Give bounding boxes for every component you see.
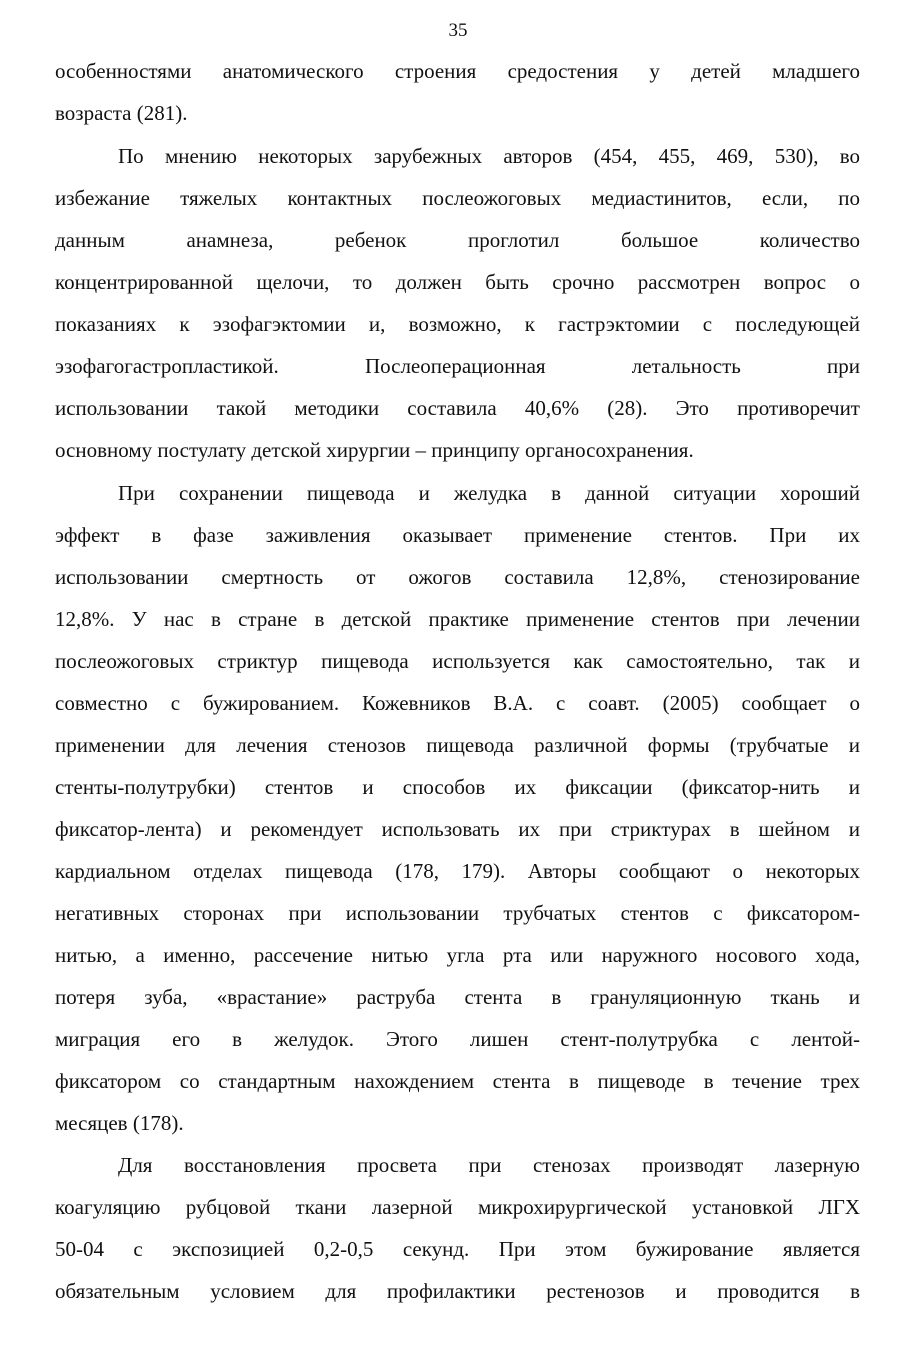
page-number: 35: [448, 20, 468, 41]
text-line: потеря зуба, «врастание» раструба стента в грануляционную ткань и: [55, 985, 860, 1009]
text-line: использовании смертность от ожогов составила 12,8%, стенозирование: [55, 565, 860, 589]
text-line: эффект в фазе заживления оказывает применение стентов. При их: [55, 523, 860, 547]
text-line: нитью, а именно, рассечение нитью угла рта или наружного носового хода,: [55, 943, 860, 967]
text-line: возраста (281).: [55, 101, 188, 125]
text-line: использовании такой методики составила 40,6% (28). Это противоречит: [55, 396, 860, 420]
text-line: негативных сторонах при использовании трубчатых стентов с фиксатором-: [55, 901, 860, 925]
text-line: применении для лечения стенозов пищевода различной формы (трубчатые и: [55, 733, 860, 757]
text-line: По мнению некоторых зарубежных авторов (454, 455, 469, 530), во: [118, 144, 860, 168]
text-line: данным анамнеза, ребенок проглотил большое количество: [55, 228, 860, 252]
text-line: послеожоговых стриктур пищевода используется как самостоятельно, так и: [55, 649, 860, 673]
text-line: Для восстановления просвета при стенозах производят лазерную: [118, 1153, 860, 1177]
text-line: кардиальном отделах пищевода (178, 179). Авторы сообщают о некоторых: [55, 859, 860, 883]
text-line: особенностями анатомического строения средостения у детей младшего: [55, 59, 860, 83]
text-line: При сохранении пищевода и желудка в данной ситуации хороший: [118, 481, 860, 505]
text-line: обязательным условием для профилактики рестенозов и проводится в: [55, 1279, 860, 1303]
text-line: эзофагогастропластикой. Послеоперационная летальность при: [55, 354, 860, 378]
text-line: месяцев (178).: [55, 1111, 184, 1135]
text-line: 12,8%. У нас в стране в детской практике применение стентов при лечении: [55, 607, 860, 631]
text-line: концентрированной щелочи, то должен быть срочно рассмотрен вопрос о: [55, 270, 860, 294]
text-line: миграция его в желудок. Этого лишен стент-полутрубка с лентой-: [55, 1027, 860, 1051]
text-line: основному постулату детской хирургии – принципу органосохранения.: [55, 438, 694, 462]
text-line: фиксатором со стандартным нахождением стента в пищеводе в течение трех: [55, 1069, 860, 1093]
text-line: стенты-полутрубки) стентов и способов их фиксации (фиксатор-нить и: [55, 775, 860, 799]
text-line: избежание тяжелых контактных послеожоговых медиастинитов, если, по: [55, 186, 860, 210]
text-line: фиксатор-лента) и рекомендует использовать их при стриктурах в шейном и: [55, 817, 860, 841]
text-line: совместно с бужированием. Кожевников В.А. с соавт. (2005) сообщает о: [55, 691, 860, 715]
text-line: коагуляцию рубцовой ткани лазерной микрохирургической установкой ЛГХ: [55, 1195, 860, 1219]
text-line: показаниях к эзофагэктомии и, возможно, к гастрэктомии с последующей: [55, 312, 860, 336]
text-line: 50-04 с экспозицией 0,2-0,5 секунд. При этом бужирование является: [55, 1237, 860, 1261]
